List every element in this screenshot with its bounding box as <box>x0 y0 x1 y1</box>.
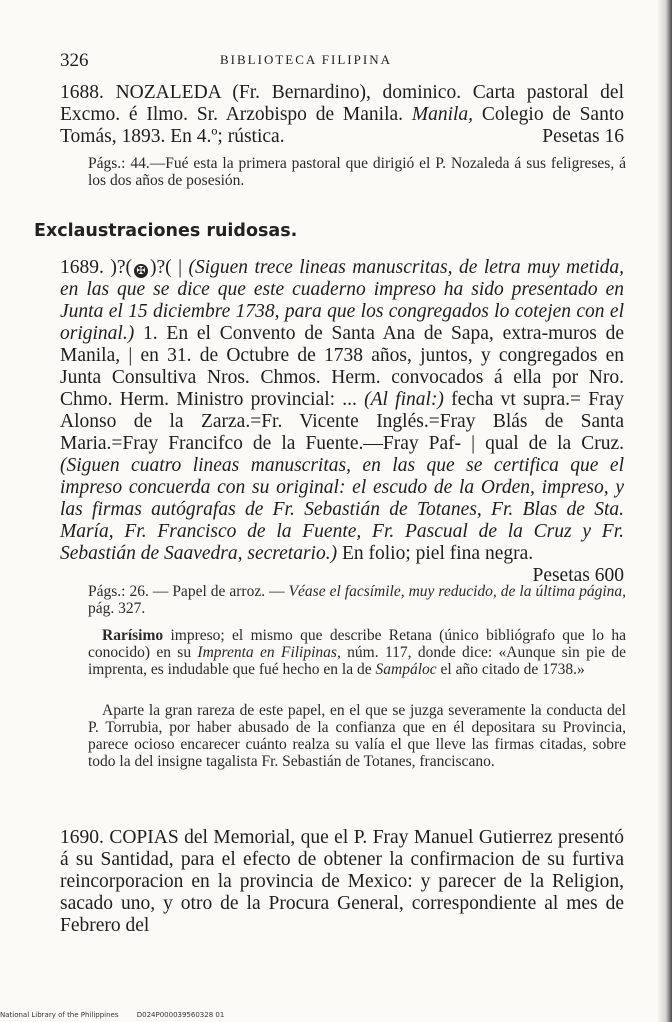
scan-footer <box>0 1011 240 1019</box>
manuscript-note-1: (Siguen trece lineas manuscritas, de letra muy metida, en las que se dice que este cuaderno impreso ha sido presentado en Junta el 15 diciembre 1738, para que los congregados lo cotejen con el original.) <box>60 257 625 344</box>
note-book-title: Imprenta en Filipinas, <box>197 644 341 661</box>
entry-1689-note-2 <box>88 627 626 678</box>
entry-text-3: En folio; piel fina negra. <box>341 543 534 564</box>
note-facsimile: Véase el facsímile, muy reducido, de la última página, <box>288 583 627 600</box>
page-number: 326 <box>60 50 89 71</box>
entry-number: 1690. <box>60 827 104 848</box>
entry-1689 <box>60 257 624 587</box>
entry-body: Carta pastoral del Excmo. é Ilmo. Sr. Arzobispo de Manila. <box>60 82 625 125</box>
final-note: (Al final:) <box>364 389 444 410</box>
marks-after: )?( | <box>150 257 183 278</box>
entry-1689-note-1 <box>88 583 626 617</box>
manuscript-note-2: (Siguen cuatro lineas manuscritas, en las que se certifica que el impreso concuerda con su original: el escudo de la Orden, impreso, y las firmas autógrafas de Fr. Sebastián de Totanes, Fr. Blas de Sta. María, Fr. Francisco de la Fuente, Fr. Pascual de la Cruz y Fr. Sebastián de Saavedra, secretario.) <box>60 455 624 564</box>
note-text-a: impreso; el mismo que describe Retana (único bibliógrafo que lo ha conocido) en su <box>88 627 627 661</box>
entry-number: 1689. <box>60 257 104 278</box>
footer-institution: National Library of the Philippines <box>0 1011 119 1019</box>
running-title: BIBLIOTECA FILIPINA <box>220 52 392 67</box>
entry-imprint-place: Manila, <box>411 104 474 125</box>
note-rarity: Rarísimo <box>102 627 164 644</box>
note-text-b: núm. 117, donde dice: «Aunque sin pie de imprenta, es indudable que fué hecho en la de <box>88 644 627 678</box>
marks-before: )?( <box>110 257 132 278</box>
page-edge-shadow <box>658 0 672 1022</box>
entry-1690 <box>60 827 624 937</box>
entry-price: Pesetas 16 <box>542 126 624 147</box>
section-heading: Exclaustraciones ruidosas. <box>34 221 298 241</box>
entry-author: NOZALEDA (Fr. Bernardino), dominico. <box>115 82 462 103</box>
entry-body: COPIAS del Memorial, que el P. Fray Manuel Gutierrez presentó á su Santidad, para el efecto de obtener la confirmacion de su furtiva reincorporacion en la provincia de Mexico: y parecer de la Religion, sacado uno, y otro de la Procura General, correspondiente al mes de Febrero del <box>60 827 625 936</box>
note-page-ref: pág. 327. <box>88 600 146 617</box>
note-place: Sampáloc <box>375 661 437 678</box>
entry-imprint: Colegio de Santo Tomás, 1893. En 4.º; rústica. <box>60 104 624 147</box>
entry-1688 <box>60 82 624 148</box>
footer-identifier: D024P000039560328 01 <box>136 1011 225 1019</box>
entry-text-1: 1. En el Convento de Santa Ana de Sapa, extra-muros de Manila, | en 31. de Octubre de 1738 años, juntos, y congregados en Junta Consultiva Nros. Chmos. Herm. convocados á ella por Nro. Chmo. Herm. Ministro provincial: ... <box>60 323 625 410</box>
note-pages: Págs.: 26. — Papel de arroz. — <box>88 583 285 600</box>
entry-1689-note-3: Aparte la gran rareza de este papel, en el que se juzga severamente la conducta del P. Torrubia, por haber abusado de la confianza que en él depositara su Provincia, parece ocioso encarecer cuánto realza su valía el que lleve las firmas citadas, sobre todo la del insigne tagalista Fr. Sebastián de Totanes, franciscano. <box>88 702 626 770</box>
entry-text-2: fecha vt supra.= Fray Alonso de la Zarza.=Fr. Vicente Inglés.=Fray Blás de Santa Maria.=Fray Francifco de la Fuente.—Fray Paf- | qual de la Cruz. <box>60 389 625 454</box>
entry-number: 1688. <box>60 82 104 103</box>
cross-ornament-icon: ✠ <box>134 264 148 278</box>
entry-price: Pesetas 600 <box>532 565 624 586</box>
note-text-c: el año citado de 1738.» <box>440 661 585 678</box>
page-header <box>60 44 620 74</box>
entry-1688-note: Págs.: 44.—Fué esta la primera pastoral que dirigió el P. Nozaleda á sus feligreses, á los dos años de posesión. <box>88 155 626 189</box>
